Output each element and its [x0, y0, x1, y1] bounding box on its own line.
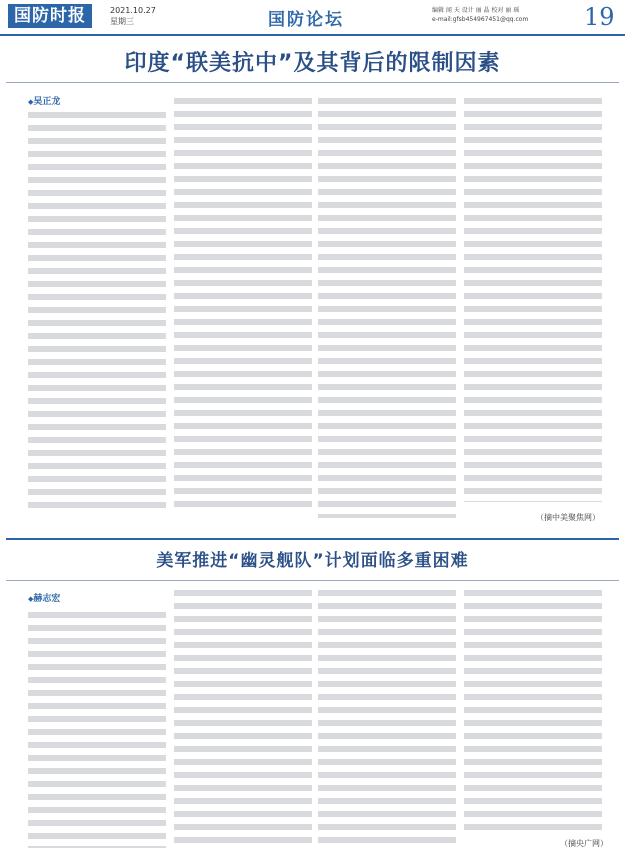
- article-1-column: [318, 98, 456, 518]
- newspaper-logo: 国防时报: [8, 4, 92, 28]
- editor-email: e-mail:gfsb454967451@qq.com: [432, 16, 529, 23]
- issue-date: 2021.10.27: [110, 6, 156, 15]
- article-1-byline: ◆ 吴正龙: [28, 94, 60, 107]
- editor-names: 编辑 闻 天 设计 丽 晶 校对 丽 瑶: [432, 7, 520, 14]
- article-1-credit: （摘中美聚焦网）: [536, 513, 600, 522]
- masthead: [0, 0, 625, 36]
- article-1-column: [28, 112, 166, 514]
- article-2-credit: （摘央广网）: [560, 839, 608, 848]
- article-1-column: [174, 98, 312, 512]
- issue-date-block: [110, 5, 156, 27]
- article-2-column: [318, 590, 456, 848]
- page-number: 19: [584, 3, 615, 31]
- article-1-column: [464, 98, 602, 502]
- issue-weekday: 星期三: [110, 17, 134, 26]
- article-1-headline: 印度“联美抗中”及其背后的限制因素: [124, 51, 501, 76]
- article-2-column: [174, 590, 312, 848]
- article-2-headline: 美军推进“幽灵舰队”计划面临多重困难: [156, 551, 469, 571]
- editor-credits: [432, 6, 528, 24]
- divider: [6, 580, 619, 581]
- section-divider: [6, 538, 619, 540]
- divider: [6, 82, 619, 83]
- section-title: 国防论坛: [268, 10, 344, 30]
- article-2-byline: ◆ 赫志宏: [28, 591, 60, 604]
- article-2-column: [28, 612, 166, 848]
- article-2-column: [464, 590, 602, 834]
